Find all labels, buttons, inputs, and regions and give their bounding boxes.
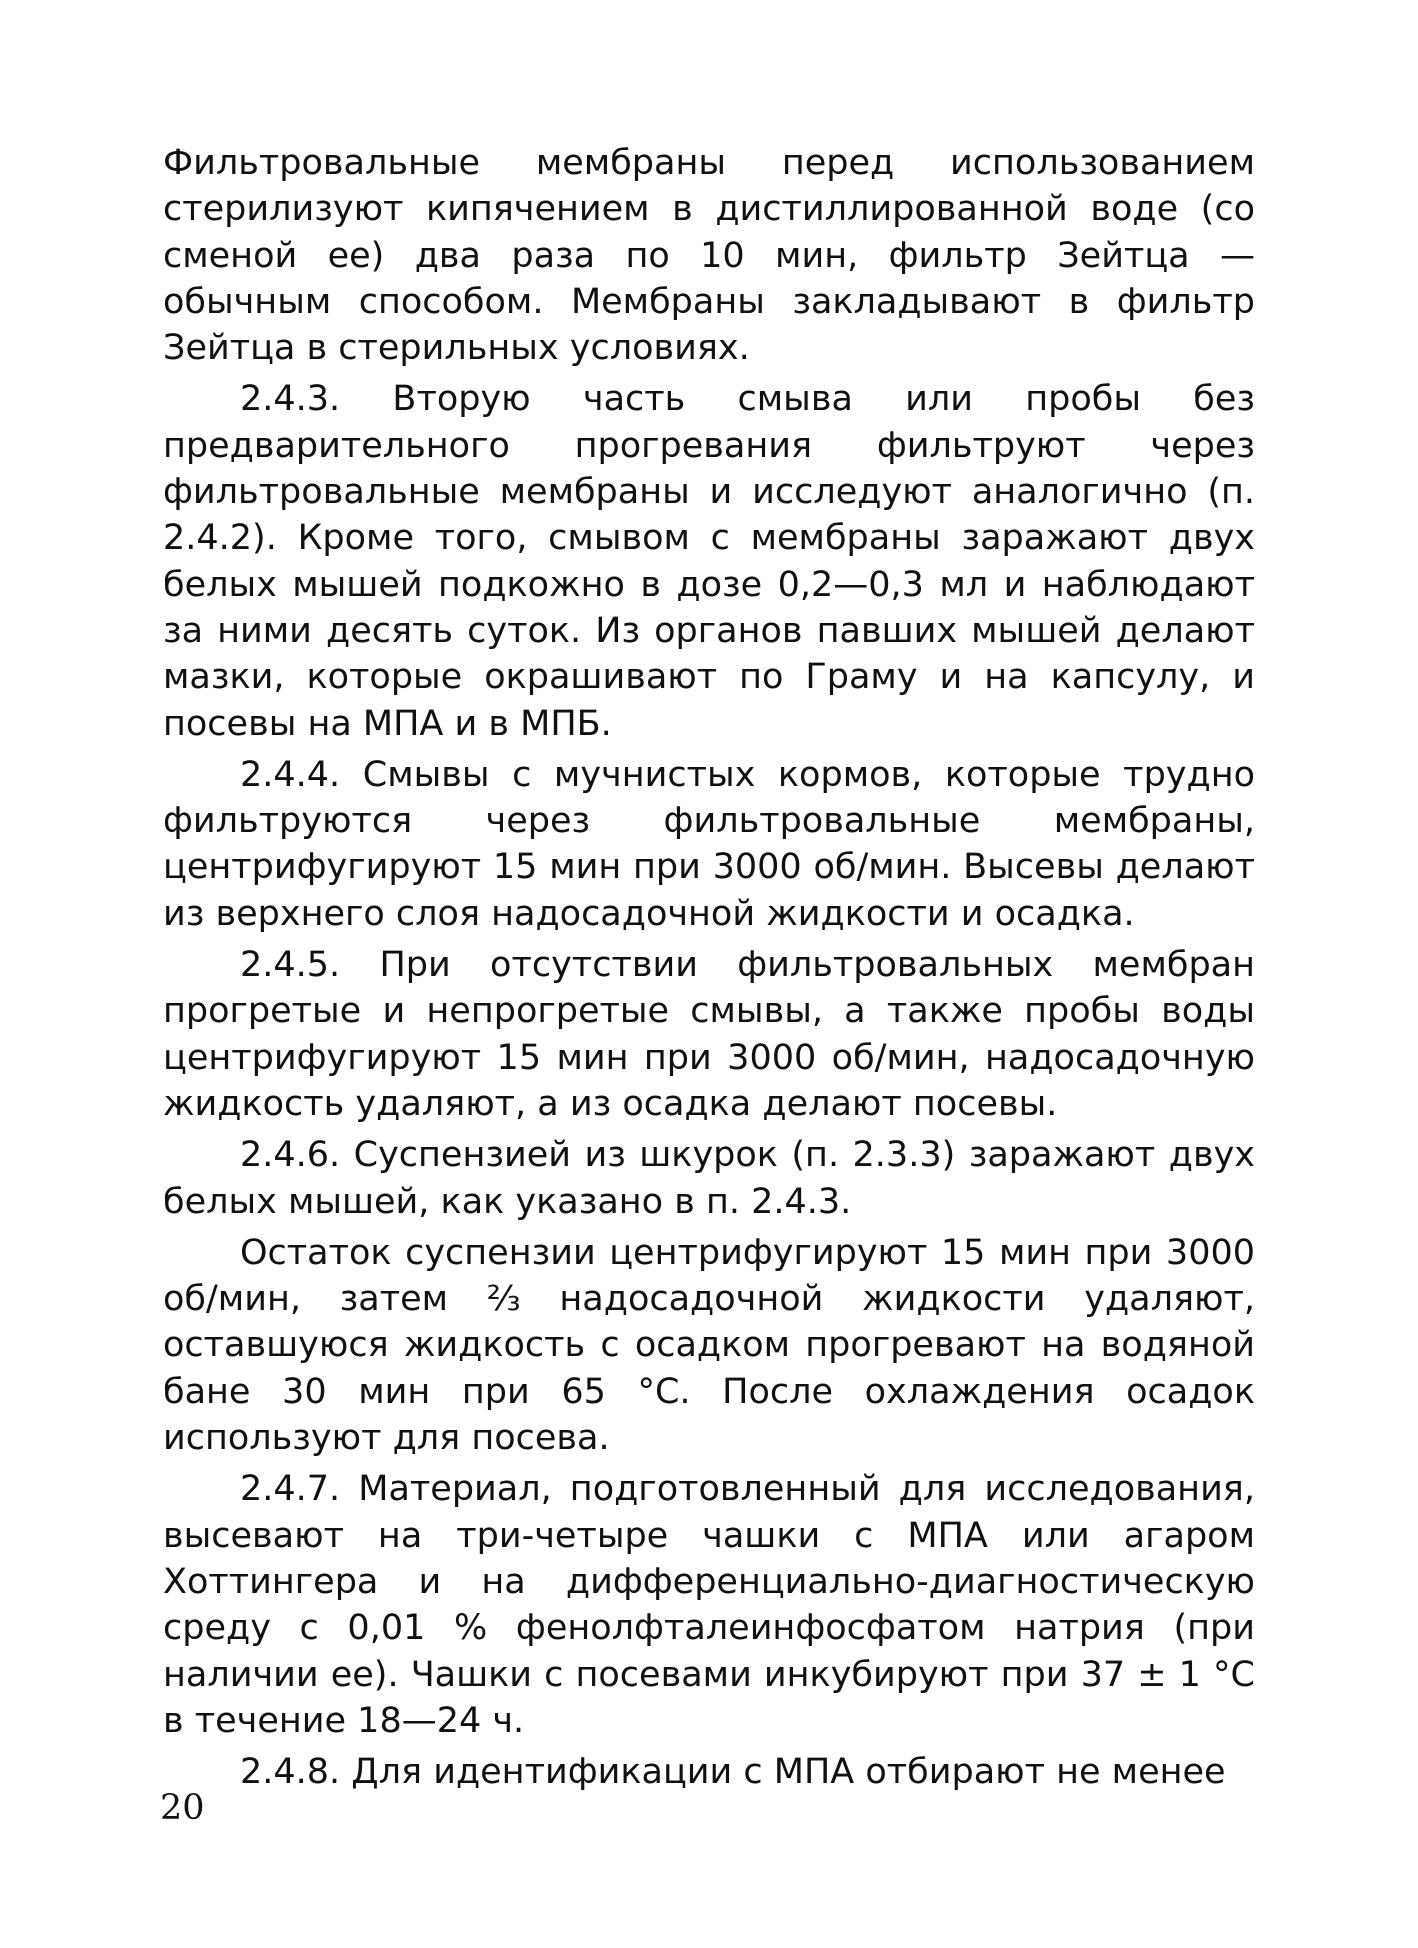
document-page <box>163 140 1255 1800</box>
paragraph-suspension-remainder: Остаток суспензии центрифугируют 15 мин при 3000 об/мин, затем ⅔ надосадочной жидкости удаляют, оставшуюся жидкость с осадком прогревают на водяной бане 30 мин при 65 °С. После охлаждения осадок используют для посева. <box>163 1232 1255 1459</box>
paragraph-2-4-4: 2.4.4. Смывы с мучнистых кормов, которые трудно фильтруются через фильтровальные мембраны, центрифугируют 15 мин при 3000 об/мин. Высевы делают из верхнего слоя надосадочной жидкости и осадка. <box>163 754 1255 934</box>
paragraph-2-4-3: 2.4.3. Вторую часть смыва или пробы без предварительного прогревания фильтруют через фильтровальные мембраны и исследуют аналогично (п. 2.4.2). Кроме того, смывом с мембраны заражают двух белых мышей подкожно в дозе 0,2—0,3 мл и наблюдают за ними десять суток. Из органов павших мышей делают мазки, которые окрашивают по Граму и на капсулу, и посевы на МПА и в МПБ. <box>163 379 1255 744</box>
paragraph-2-4-5: 2.4.5. При отсутствии фильтровальных мембран прогретые и непрогретые смывы, а также пробы воды центрифугируют 15 мин при 3000 об/мин, надосадочную жидкость удаляют, а из осадка делают посевы. <box>163 945 1255 1124</box>
paragraph-filter-sterilization: Фильтровальные мембраны перед использованием стерилизуют кипячением в дистиллированной воде (со сменой ее) два раза по 10 мин, фильтр Зейтца — обычным способом. Мембраны закладывают в фильтр Зейтца в стерильных условиях. <box>163 143 1255 369</box>
paragraph-2-4-7: 2.4.7. Материал, подготовленный для исследования, высевают на три-четыре чашки с МПА или агаром Хоттингера и на дифференциально-диагностическую среду с 0,01 % фенолфталеинфосфатом натрия (при наличии ее). Чашки с посевами инкубируют при 37 ± 1 °С в течение 18—24 ч. <box>163 1469 1255 1741</box>
paragraph-2-4-6: 2.4.6. Суспензией из шкурок (п. 2.3.3) заражают двух белых мышей, как указано в п. 2.4.3. <box>163 1135 1255 1222</box>
paragraph-2-4-8: 2.4.8. Для идентификации с МПА отбирают не менее <box>240 1752 1226 1793</box>
page-number: 20 <box>160 1788 205 1828</box>
